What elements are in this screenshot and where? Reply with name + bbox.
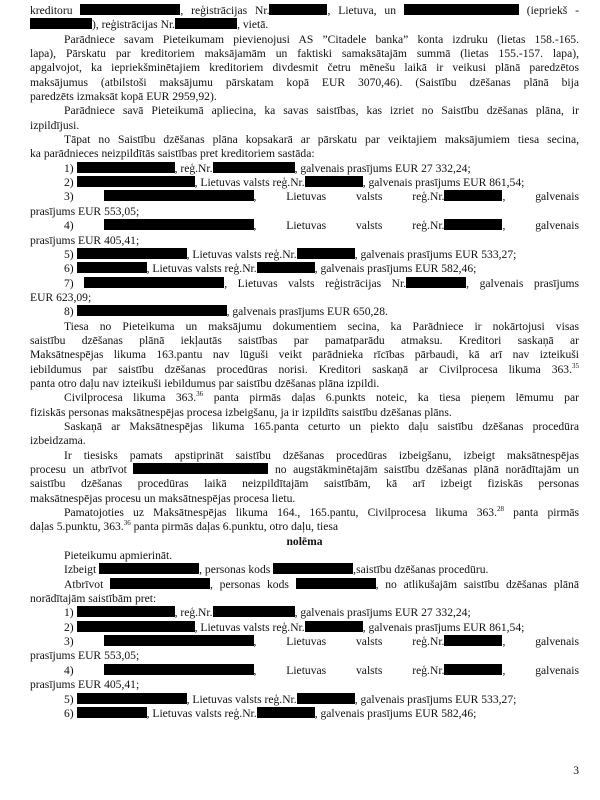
text-run: prasījums EUR 553,05; [30,204,140,218]
text-run: , galvenais prasījums [466,276,580,290]
redaction-box [133,463,268,474]
redaction-box [444,635,502,646]
text-run: , galvenais [502,663,579,677]
text-line [30,133,579,147]
redaction-box [77,176,195,187]
text-run: , galvenais prasījums EUR 582,46; [314,706,477,720]
text-line [30,463,579,477]
text-run: , reģ.Nr. [174,161,213,175]
text-line [30,234,579,248]
text-run: 1) [64,606,77,620]
text-line [30,4,579,18]
redaction-box [305,621,363,632]
text-line [30,147,579,161]
redaction-box [99,563,199,574]
text-run: , galvenais [502,219,579,233]
redaction-box [77,621,195,632]
text-line [30,291,579,305]
page-number: 3 [573,764,579,777]
text-line [30,348,579,362]
redaction-box [406,277,466,288]
text-run: , galvenais prasījums EUR 861,54; [362,176,525,190]
text-line [30,377,579,391]
text-line [30,449,579,463]
redaction-box [77,707,147,718]
text-line [30,707,579,721]
text-line [30,621,579,635]
redaction-box [77,162,175,173]
superscript: 36 [123,519,131,528]
redaction-box [77,248,187,259]
text-run: Tāpat no Saistību dzēšanas plāna kopsakarā ar pārskatu par veiktajiem maksājumiem tiesa secina, [64,133,579,147]
redaction-box [297,248,355,259]
text-run: 3) [64,635,104,649]
text-run: , galvenais [502,635,579,649]
text-run: Maksātnespējas likuma 163.pantu nav lūguši veikt parādnieka rīcības pārbaudi, kā arī nav izteikuši [30,348,579,362]
text-run: , Lietuvas valsts reģ.Nr. [146,706,257,720]
text-line [30,506,579,520]
text-line [30,606,579,620]
text-line [30,492,579,506]
text-run: , galvenais prasījums EUR 27 332,24; [294,606,471,620]
text-run: saistību dzēšanas procedūras laikā neizpildītajām saistībām, kā arī izbeigt fiziskās personas [30,477,579,491]
redaction-box [273,563,353,574]
text-run: no augstākminētajām saistību dzēšanas plānā norādītajām un [268,463,579,476]
text-run: izpildījusi. [30,118,80,132]
text-run: 2) [64,176,77,190]
text-run: , galvenais prasījums EUR 533,27; [354,692,517,706]
text-line [30,477,579,491]
text-run: , Lietuva, un [327,4,404,17]
redaction-box [175,18,237,29]
document-page [30,4,579,721]
text-run: Pamatojoties uz Maksātnespējas likuma 164., 165.pantu, Civilprocesa likuma 363. [64,506,497,520]
text-run: , galvenais prasījums EUR 533,27; [354,247,517,261]
text-line [30,664,579,678]
text-run: nolēma [286,534,323,548]
redaction-box [257,262,315,273]
redaction-box [104,219,254,230]
text-run: izbeidzama. [30,434,86,448]
redaction-box [444,219,502,230]
text-run: , reģ.Nr. [174,606,213,620]
text-run: norādītajām saistībām pret: [30,592,157,606]
text-run: , vietā. [237,18,269,32]
text-line [30,363,579,377]
text-run: ), reģistrācijas Nr. [92,18,176,32]
redaction-box [80,4,180,15]
text-run: (iepriekš - [518,4,579,17]
text-line [30,320,579,334]
superscript: 35 [572,361,579,370]
text-run: , no atlikušajām saistību dzēšanas plānā [375,577,579,591]
text-line [30,248,579,262]
text-line [30,104,579,118]
text-run: , Lietuvas valsts reģ.Nr. [186,247,297,261]
text-run: paredzēts izmaksāt kopā EUR 2959,92). [30,90,217,104]
text-line [30,434,579,448]
text-run: , Lietuvas valsts reģ.Nr. [253,635,445,649]
text-line [30,563,579,577]
text-run: Atbrīvot [64,577,111,591]
redaction-box [269,4,327,15]
text-run: prasījums EUR 405,41; [30,678,140,692]
text-line [30,219,579,233]
text-run: , Lietuvas valsts reģ.Nr. [194,620,305,634]
text-run: panta pirmās daļas 6.punktu, otro daļu, tiesa [130,520,339,534]
text-run: Parādniece savam Pieteikumam pievienojusi AS ”Citadele banka” konta izdruku (lietas 158.-165. [64,32,579,46]
text-run: Parādniece savā Pieteikumā apliecina, ka savas saistības, kas izriet no Saistību dzēšanas plāna, ir [64,104,579,118]
text-run: 3) [64,190,104,204]
text-run: ka parādnieces neizpildītās saistības pret kreditoriem sastāda: [30,147,315,161]
text-line [30,47,579,61]
text-run: EUR 623,09; [30,290,92,304]
text-run: 5) [64,692,77,706]
text-run: , Lietuvas valsts reģ.Nr. [253,190,445,204]
text-run: , reģistrācijas Nr. [180,4,270,17]
text-run: , galvenais prasījums EUR 582,46; [314,262,477,276]
text-line [30,635,579,649]
text-run: apgalvojot, ka iepriekšminētajiem kreditoriem divdesmit četru mēnešu laikā ir veikusi plānā paredzētos [30,61,579,75]
text-line [30,420,579,434]
redaction-box [104,664,254,675]
text-run: , galvenais [502,190,579,204]
text-line [30,205,579,219]
text-run: Ir tiesisks pamats apstiprināt saistību dzēšanas procedūras izbeigšanu, izbeigt maksātnespējas [64,448,579,462]
text-line [30,119,579,133]
redaction-box [404,4,519,15]
text-line [30,592,579,606]
text-run: Pieteikumu apmierināt. [64,549,173,563]
text-line [30,18,579,32]
text-line [30,76,579,90]
text-run: panta pirmās daļas 6.punkts noteic, ka tiesa pieņem lēmumu par [203,391,579,405]
text-run: Tiesa no Pieteikuma un maksājumu dokumentiem secina, ka Parādniece ir nokārtojusi visas [64,319,579,333]
text-run: , galvenais prasījums EUR 650,28. [226,305,388,319]
redaction-box [213,162,295,173]
redaction-box [77,305,227,316]
text-run: daļas 5.punktu, 363. [30,520,124,534]
redaction-box [110,578,210,589]
text-run: 2) [64,620,77,634]
text-line [30,162,579,176]
text-run: 6) [64,706,77,720]
text-run: , Lietuvas valsts reģ.Nr. [146,262,257,276]
text-run: ,saistību dzēšanas procedūru. [353,563,489,577]
text-line [30,190,579,204]
text-run: kreditoru [30,4,81,17]
text-line [30,520,579,534]
redaction-box [84,277,224,288]
text-run: Civilprocesa likuma 363. [64,391,197,405]
text-run: prasījums EUR 405,41; [30,233,140,247]
redaction-box [444,190,502,201]
redaction-box [30,18,92,29]
text-run: 6) [64,262,77,276]
redaction-box [444,664,502,675]
text-run: 4) [64,663,104,677]
text-run: , Lietuvas valsts reģ.Nr. [253,219,445,233]
redaction-box [297,693,355,704]
text-line [30,334,579,348]
text-line [30,176,579,190]
text-run: fiziskās personas maksātnespējas procesa izbeigšanu, ja ir izpildīts saistību dzēšanas plāns. [30,405,452,419]
redaction-box [296,578,376,589]
redaction-box [77,262,147,273]
redaction-box [305,176,363,187]
text-run: , Lietuvas valsts reģ.Nr. [253,663,445,677]
text-line [30,578,579,592]
text-run: , Lietuvas valsts reģ.Nr. [186,692,297,706]
text-run: , Lietuvas valsts reģ.Nr. [194,176,305,190]
text-run: Saskaņā ar Maksātnespējas likuma 165.panta ceturto un piekto daļu saistību dzēšanas procedūra [64,419,579,433]
text-line [30,693,579,707]
text-line [30,406,579,420]
text-line [30,549,579,563]
text-run: , personas kods [199,563,274,577]
text-run: procesu un atbrīvot [30,463,134,476]
text-run: 1) [64,161,77,175]
text-line [30,262,579,276]
text-line [30,61,579,75]
text-run: panta pirmās [504,506,579,520]
text-run: saistību dzēšanas plānā iekļautās saistības par pamatparādu atmaksu. Kreditori saskaņā ar [30,333,579,347]
superscript: 36 [196,390,204,399]
text-run: 4) [64,219,104,233]
text-run: , galvenais prasījums EUR 861,54; [362,620,525,634]
text-run: lapa), Pārskatu par kreditoriem maksājamām un faktiski samaksātajām summā (lietas 155.-157. lapa), [30,47,579,61]
text-run: , Lietuvas valsts reģistrācijas Nr. [224,276,407,290]
redaction-box [77,693,187,704]
decision-heading [30,535,579,549]
text-run: maksājumus (atbilstoši maksājumu pārskatam kopā EUR 3070,46). (Saistību dzēšanas plānā bija [30,75,579,89]
text-run: iebildumus par saistību dzēšanas procedūras norisi. Kreditori saskaņā ar Civilprocesa likuma 363. [30,362,572,376]
text-run: , galvenais prasījums EUR 27 332,24; [294,161,471,175]
redaction-box [213,606,295,617]
text-run: 7) [64,276,85,290]
redaction-box [77,606,175,617]
text-line [30,33,579,47]
text-line [30,649,579,663]
text-run: 5) [64,247,77,261]
text-run: prasījums EUR 553,05; [30,649,140,663]
text-run: 8) [64,305,77,319]
text-line [30,678,579,692]
text-run: , personas kods [210,577,296,591]
text-line [30,277,579,291]
text-line [30,90,579,104]
text-line [30,391,579,405]
redaction-box [104,190,254,201]
text-run: Izbeigt [64,563,100,577]
redaction-box [104,635,254,646]
redaction-box [257,707,315,718]
text-line [30,305,579,319]
text-run: panta otro daļu nav izteikuši iebildumus par saistību dzēšanas plāna izpildi. [30,376,380,390]
text-run: maksātnespējas procesu un maksātnespējas procesa lietu. [30,491,296,505]
superscript: 28 [497,505,504,514]
